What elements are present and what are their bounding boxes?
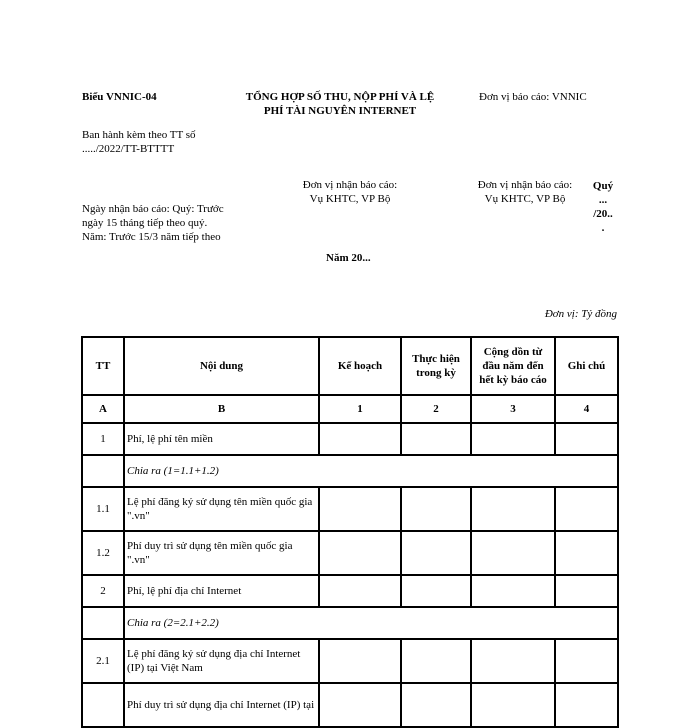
cumulative-cell [471, 531, 555, 575]
receiving-unit-2 [460, 178, 590, 206]
plan-cell [319, 487, 401, 531]
row-number: 1.2 [82, 531, 124, 575]
row-number: 2 [82, 575, 124, 607]
column-code: 2 [401, 395, 471, 423]
column-header: Cộng dồn từ đầu năm đến hết kỳ báo cáo [471, 337, 555, 395]
row-number: 1.1 [82, 487, 124, 531]
note-cell [555, 575, 618, 607]
table-row [82, 423, 618, 455]
reporting-unit: Đơn vị báo cáo: VNNIC [479, 91, 587, 103]
receipt-date-line2: ngày 15 tháng tiếp theo quý. [82, 217, 208, 229]
row-number [82, 607, 124, 639]
form-code: Biểu VNNIC-04 [82, 91, 157, 103]
column-code-row [82, 395, 618, 423]
table-row [82, 531, 618, 575]
receiving-unit-1 [285, 178, 415, 206]
note-cell [555, 487, 618, 531]
report-title [235, 90, 445, 118]
receiving-unit-1-value: Vụ KHTC, VP Bộ [309, 193, 391, 205]
cumulative-cell [471, 423, 555, 455]
actual-cell [401, 423, 471, 455]
issued-with [82, 128, 196, 156]
row-content: Lệ phí đăng ký sử dụng địa chỉ Internet (IP) tại Việt Nam [124, 639, 319, 683]
row-number: 2.1 [82, 639, 124, 683]
cumulative-cell [471, 487, 555, 531]
row-content: Phí duy trì sử dụng tên miền quốc gia ".vn" [124, 531, 319, 575]
receiving-unit-2-label: Đơn vị nhận báo cáo: [477, 179, 573, 191]
report-period [585, 179, 621, 235]
report-period-line1: Quý [592, 180, 614, 192]
table-row [82, 607, 618, 639]
table-row [82, 639, 618, 683]
row-content: Chia ra (2=2.1+2.2) [124, 607, 618, 639]
issued-with-line2: ...../2022/TT-BTTTT [82, 143, 175, 155]
receiving-unit-1-label: Đơn vị nhận báo cáo: [302, 179, 398, 191]
column-code: A [82, 395, 124, 423]
row-content: Phí, lệ phí địa chỉ Internet [124, 575, 319, 607]
issued-with-line1: Ban hành kèm theo TT số [82, 129, 196, 141]
actual-cell [401, 487, 471, 531]
table-row [82, 455, 618, 487]
actual-cell [401, 683, 471, 727]
note-cell [555, 531, 618, 575]
row-number: 1 [82, 423, 124, 455]
cumulative-cell [471, 575, 555, 607]
table-row [82, 487, 618, 531]
report-year: Năm 20... [326, 252, 371, 264]
plan-cell [319, 531, 401, 575]
table-row [82, 683, 618, 727]
column-code: 3 [471, 395, 555, 423]
actual-cell [401, 575, 471, 607]
currency-unit: Đơn vị: Tỷ đồng [544, 308, 617, 320]
report-title-line2: PHÍ TÀI NGUYÊN INTERNET [263, 105, 417, 117]
report-period-line2: ... [598, 194, 608, 206]
row-content: Phí duy trì sử dụng địa chỉ Internet (IP) tại [124, 683, 319, 727]
plan-cell [319, 639, 401, 683]
column-code: 1 [319, 395, 401, 423]
plan-cell [319, 575, 401, 607]
actual-cell [401, 531, 471, 575]
column-code: 4 [555, 395, 618, 423]
receiving-unit-2-value: Vụ KHTC, VP Bộ [484, 193, 566, 205]
report-period-line3: /20.. [593, 208, 613, 220]
report-period-line4: . [601, 222, 605, 234]
report-table [81, 336, 619, 728]
cumulative-cell [471, 683, 555, 727]
note-cell [555, 639, 618, 683]
row-content: Lệ phí đăng ký sử dụng tên miền quốc gia ".vn" [124, 487, 319, 531]
row-content: Chia ra (1=1.1+1.2) [124, 455, 618, 487]
row-number [82, 683, 124, 727]
column-header: Nội dung [124, 337, 319, 395]
receipt-date-line1: Ngày nhận báo cáo: Quý: Trước [82, 203, 224, 215]
table-row [82, 575, 618, 607]
column-header: Thực hiện trong kỳ [401, 337, 471, 395]
column-header: TT [82, 337, 124, 395]
plan-cell [319, 683, 401, 727]
receipt-date [82, 202, 224, 244]
column-code: B [124, 395, 319, 423]
column-header: Kế hoạch [319, 337, 401, 395]
note-cell [555, 683, 618, 727]
column-header: Ghi chú [555, 337, 618, 395]
receipt-date-line3: Năm: Trước 15/3 năm tiếp theo [82, 231, 221, 243]
cumulative-cell [471, 639, 555, 683]
report-title-line1: TỔNG HỢP SỐ THU, NỘP PHÍ VÀ LỆ [245, 91, 435, 103]
note-cell [555, 423, 618, 455]
row-content: Phí, lệ phí tên miền [124, 423, 319, 455]
plan-cell [319, 423, 401, 455]
table-header-row [82, 337, 618, 395]
row-number [82, 455, 124, 487]
actual-cell [401, 639, 471, 683]
